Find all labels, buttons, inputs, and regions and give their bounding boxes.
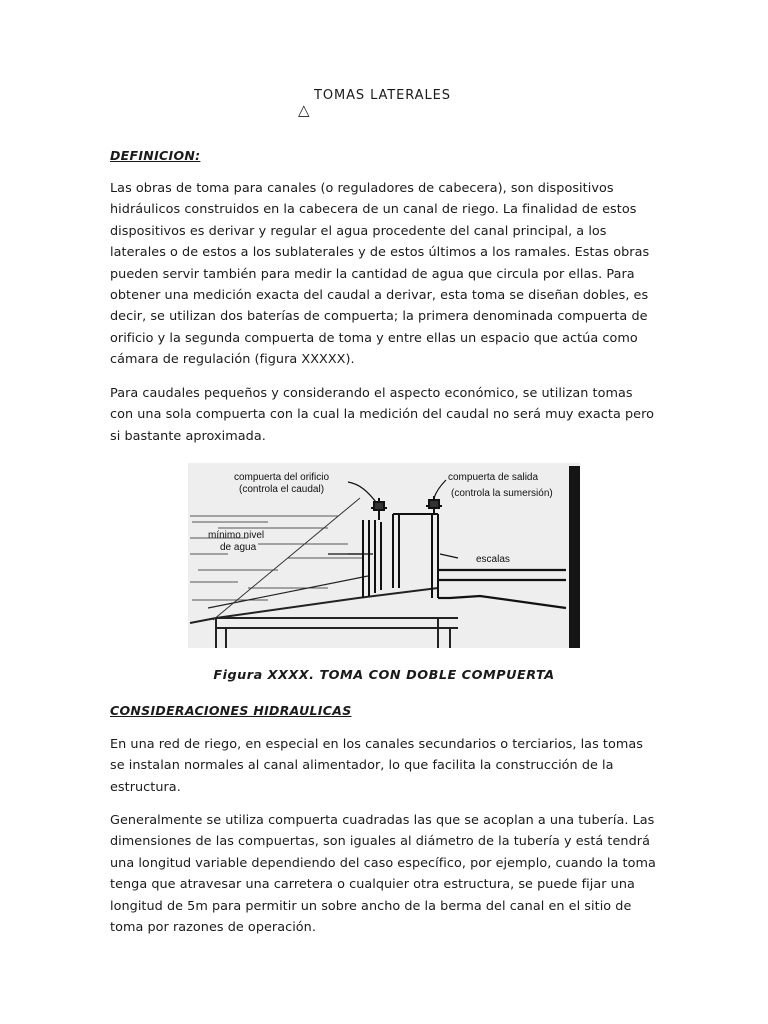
label-outlet-gate: compuerta de salida (448, 472, 539, 483)
figure-top-margin (188, 458, 580, 463)
label-orifice-gate: compuerta del orificio (234, 472, 330, 483)
double-gate-intake-figure (188, 458, 580, 648)
label-orifice-gate-note: (controla el caudal) (239, 484, 325, 495)
hydraulics-paragraph-2: Generalmente se utiliza compuerta cuadradas las que se acoplan a una tubería. Las dimensiones de las compuertas, son iguales al diámetro de la tubería y está tendrá una longitud variable dependiendo del caso específico, por ejemplo, cuando la toma tenga que atravesar una carretera o cualquier otra estructura, se puede fijar una longitud de 5m para permitir un sobre ancho de la berma del canal en el sitio de toma por razones de operación. (110, 813, 656, 936)
figure-edge-shadow (569, 466, 580, 648)
figure-caption: Figura XXXX. TOMA CON DOBLE COMPUERTA (213, 668, 555, 683)
label-outlet-gate-note: (controla la sumersión) (451, 488, 553, 499)
triangle-icon: △ (298, 101, 310, 119)
page-title: TOMAS LATERALES (314, 88, 451, 103)
figure-drawing (188, 458, 580, 648)
label-min-level-1: mínimo nivel (208, 530, 265, 541)
hydraulics-heading: CONSIDERACIONES HIDRAULICAS (110, 703, 352, 718)
hydraulics-paragraph-1: En una red de riego, en especial en los canales secundarios o terciarios, las tomas se instalan normales al canal alimentador, lo que facilita la construcción de la estructura. (110, 737, 643, 795)
definition-paragraph-1: Las obras de toma para canales (o reguladores de cabecera), son dispositivos hidráulicos construidos en la cabecera de un canal de riego. La finalidad de estos dispositivos es derivar y regular el agua procedente del canal principal, a los laterales o de estos a los sublaterales y de estos últimos a los ramales. Estas obras pueden servir también para medir la cantidad de agua que circula por ellas. Para obtener una medición exacta del caudal a derivar, esta toma se diseñan dobles, es decir, se utilizan dos baterías de compuerta; la primera denominada compuerta de orificio y la segunda compuerta de toma y entre ellas un espacio que actúa como cámara de regulación (figura XXXXX). (110, 181, 650, 368)
label-scales: escalas (476, 554, 510, 565)
label-min-level-2: de agua (220, 542, 257, 553)
definition-paragraph-2: Para caudales pequeños y considerando el aspecto económico, se utilizan tomas con una sola compuerta con la cual la medición del caudal no será muy exacta pero si bastante aproximada. (110, 386, 654, 444)
definition-heading: DEFINICION: (110, 148, 201, 163)
